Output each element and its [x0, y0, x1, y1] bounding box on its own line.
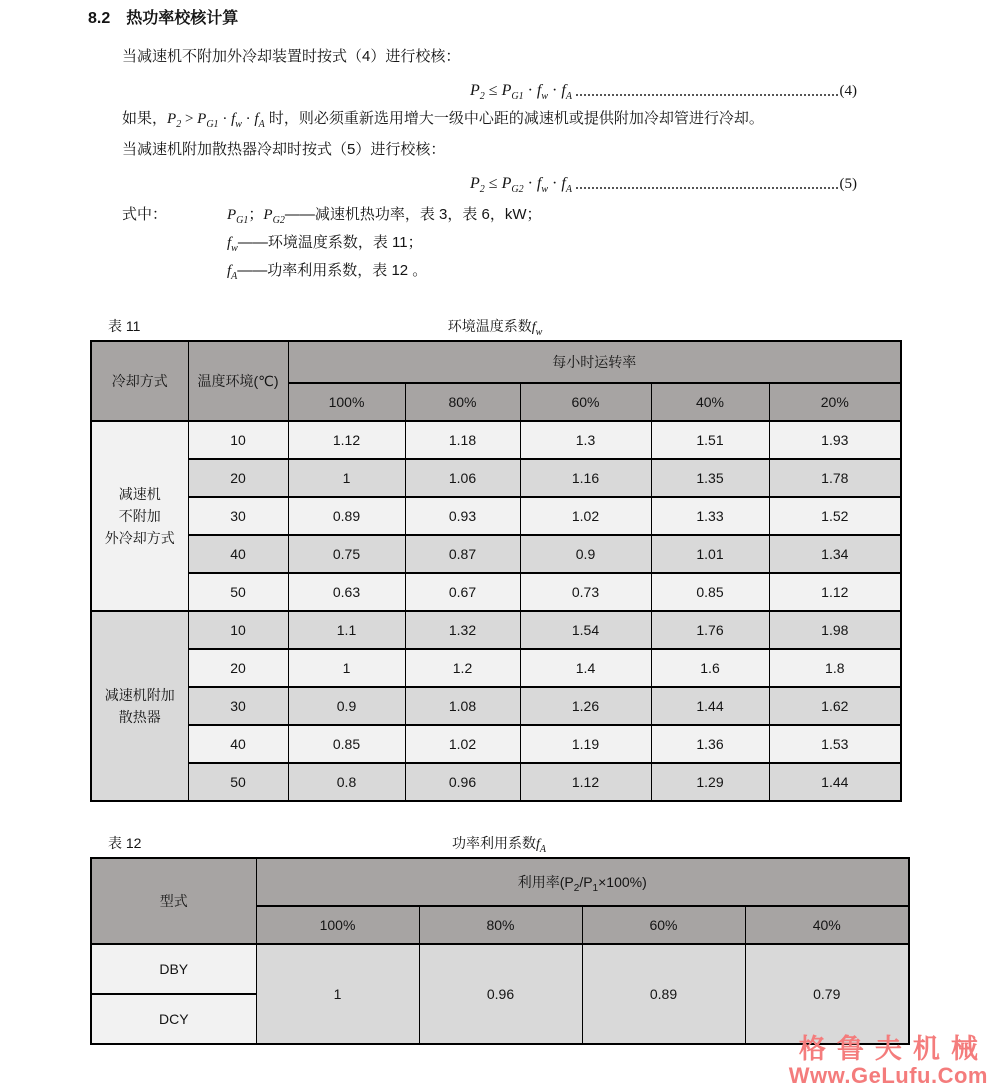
- cooling-method-cell: 减速机 不附加 外冷却方式: [91, 421, 188, 611]
- paragraph-2: 如果，$P_2 > P_{G1} \cdot f_w \cdot f_A$ 时，则必须重新选用增大一级中心距的减速机或提供附加冷却管进行冷却。: [122, 110, 764, 130]
- coefficient-cell: 1.78: [769, 459, 901, 497]
- coefficient-cell: 1.16: [520, 459, 651, 497]
- header-rate: 60%: [582, 906, 745, 944]
- coefficient-cell: 0.85: [288, 725, 405, 763]
- temperature-cell: 40: [188, 535, 288, 573]
- coefficient-cell: 0.8: [288, 763, 405, 801]
- header-rate: 40%: [745, 906, 909, 944]
- where-line-1: $P_{G1}$；$P_{G2}——$减速机热功率，表 3，表 6，kW；: [227, 206, 542, 226]
- coefficient-cell: 1.02: [405, 725, 520, 763]
- coefficient-cell: 1.32: [405, 611, 520, 649]
- table12-title: 功率利用系数$f_A$: [452, 835, 546, 855]
- where-label: 式中：: [122, 206, 168, 223]
- model-type-cell: DCY: [91, 994, 256, 1044]
- coefficient-cell: 0.75: [288, 535, 405, 573]
- table12-caption: [90, 833, 908, 853]
- coefficient-cell: 1.8: [769, 649, 901, 687]
- coefficient-cell: 1.6: [651, 649, 769, 687]
- formula-4: $P_2 \le P_{G1} \cdot f_w \cdot f_A$: [470, 82, 572, 103]
- coefficient-cell: 0.96: [405, 763, 520, 801]
- coefficient-cell: 1.02: [520, 497, 651, 535]
- temperature-cell: 10: [188, 611, 288, 649]
- section-title: 热功率校核计算: [126, 10, 239, 27]
- where-line-2: $f_w——$环境温度系数，表 11；: [227, 234, 423, 254]
- where-definitions: [227, 201, 542, 285]
- coefficient-cell: 1.29: [651, 763, 769, 801]
- coefficient-cell: 1.35: [651, 459, 769, 497]
- coefficient-cell: 1.76: [651, 611, 769, 649]
- coefficient-cell: 1.54: [520, 611, 651, 649]
- header-model-type: 型式: [91, 858, 256, 944]
- temperature-cell: 20: [188, 459, 288, 497]
- coefficient-cell: 0.9: [288, 687, 405, 725]
- temperature-cell: 20: [188, 649, 288, 687]
- watermark-brand: 格鲁夫机械: [798, 1034, 989, 1064]
- coefficient-cell: 0.85: [651, 573, 769, 611]
- paragraph-1: 当减速机不附加外冷却装置时按式（4）进行校核：: [122, 48, 461, 65]
- coefficient-cell: 1.18: [405, 421, 520, 459]
- coefficient-cell: 0.96: [419, 944, 582, 1044]
- coefficient-cell: 0.63: [288, 573, 405, 611]
- coefficient-cell: 1.52: [769, 497, 901, 535]
- equation-number-5: (5): [839, 176, 857, 192]
- coefficient-cell: 0.67: [405, 573, 520, 611]
- coefficient-cell: 1.12: [769, 573, 901, 611]
- paragraph-3: 当减速机附加散热器冷却时按式（5）进行校核：: [122, 141, 446, 158]
- coefficient-cell: 0.73: [520, 573, 651, 611]
- header-hourly-operation-rate: 每小时运转率: [288, 341, 901, 383]
- coefficient-cell: 1.19: [520, 725, 651, 763]
- table-ambient-temperature-coefficient: [90, 340, 902, 802]
- coefficient-cell: 0.9: [520, 535, 651, 573]
- header-utilization-rate: 利用率$(P_2/P_1\times 100\%)$: [256, 858, 909, 906]
- header-rate: 80%: [405, 383, 520, 421]
- coefficient-cell: 1.62: [769, 687, 901, 725]
- coefficient-cell: 0.89: [288, 497, 405, 535]
- formula-5-row: [470, 169, 857, 196]
- model-type-cell: DBY: [91, 944, 256, 994]
- cooling-method-cell: 减速机附加 散热器: [91, 611, 188, 801]
- coefficient-cell: 1.34: [769, 535, 901, 573]
- coefficient-cell: 1.44: [651, 687, 769, 725]
- coefficient-cell: 1.26: [520, 687, 651, 725]
- coefficient-cell: 0.79: [745, 944, 909, 1044]
- coefficient-cell: 0.87: [405, 535, 520, 573]
- table12-label: 表 12: [108, 835, 142, 851]
- coefficient-cell: 1.4: [520, 649, 651, 687]
- coefficient-cell: 1.2: [405, 649, 520, 687]
- temperature-cell: 30: [188, 497, 288, 535]
- coefficient-cell: 1.12: [520, 763, 651, 801]
- temperature-cell: 50: [188, 763, 288, 801]
- where-line-3: $f_A——$功率利用系数，表 12 。: [227, 262, 428, 282]
- formula-4-row: [470, 76, 857, 103]
- temperature-cell: 50: [188, 573, 288, 611]
- header-ambient-temperature: 温度环境(℃): [188, 341, 288, 421]
- watermark: [789, 1034, 988, 1088]
- dotted-leader: [576, 187, 838, 189]
- coefficient-cell: 1.51: [651, 421, 769, 459]
- table11-title: 环境温度系数$f_w$: [447, 318, 543, 338]
- coefficient-cell: 1.08: [405, 687, 520, 725]
- temperature-cell: 40: [188, 725, 288, 763]
- coefficient-cell: 1.33: [651, 497, 769, 535]
- coefficient-cell: 1.3: [520, 421, 651, 459]
- watermark-url: Www.GeLufu.Com: [788, 1063, 988, 1088]
- coefficient-cell: 1.12: [288, 421, 405, 459]
- header-rate: 60%: [520, 383, 651, 421]
- coefficient-cell: 0.89: [582, 944, 745, 1044]
- coefficient-cell: 1.36: [651, 725, 769, 763]
- coefficient-cell: 1: [288, 649, 405, 687]
- where-block: [122, 201, 904, 285]
- section-number: 8.2: [88, 10, 111, 27]
- coefficient-cell: 1.44: [769, 763, 901, 801]
- header-rate: 100%: [288, 383, 405, 421]
- section-heading: [88, 8, 904, 30]
- coefficient-cell: 0.93: [405, 497, 520, 535]
- table11-label: 表 11: [108, 318, 141, 334]
- coefficient-cell: 1.01: [651, 535, 769, 573]
- temperature-cell: 10: [188, 421, 288, 459]
- header-cooling-method: 冷却方式: [91, 341, 188, 421]
- header-rate: 100%: [256, 906, 419, 944]
- temperature-cell: 30: [188, 687, 288, 725]
- coefficient-cell: 1.1: [288, 611, 405, 649]
- header-rate: 20%: [769, 383, 901, 421]
- coefficient-cell: 1: [256, 944, 419, 1044]
- header-rate: 40%: [651, 383, 769, 421]
- table11-caption: [90, 316, 900, 336]
- coefficient-cell: 1: [288, 459, 405, 497]
- coefficient-cell: 1.06: [405, 459, 520, 497]
- coefficient-cell: 1.53: [769, 725, 901, 763]
- coefficient-cell: 1.98: [769, 611, 901, 649]
- equation-number-4: (4): [839, 83, 857, 99]
- dotted-leader: [576, 94, 838, 96]
- coefficient-cell: 1.93: [769, 421, 901, 459]
- formula-5: $P_2 \le P_{G2} \cdot f_w \cdot f_A$: [470, 175, 572, 196]
- header-rate: 80%: [419, 906, 582, 944]
- table-power-utilization-coefficient: [90, 857, 910, 1045]
